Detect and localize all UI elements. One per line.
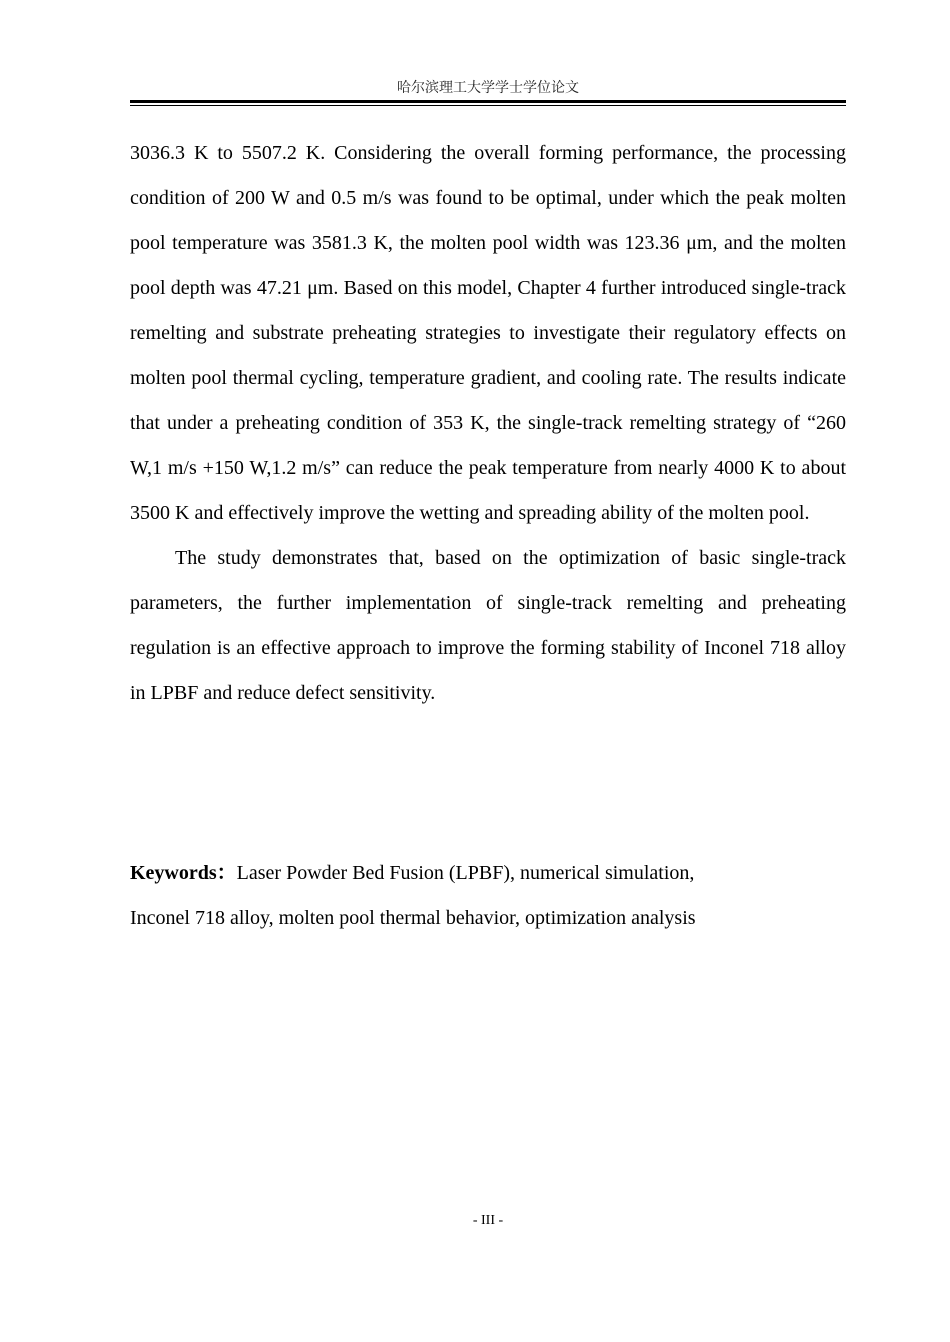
header-rule-thin xyxy=(130,105,846,106)
keywords-line-1 xyxy=(130,851,846,896)
page-number: - III - xyxy=(472,1213,504,1228)
running-header: 哈尔滨理工大学学士学位论文 xyxy=(397,80,579,96)
body-text xyxy=(130,131,846,716)
keywords-block xyxy=(130,851,846,941)
header-rule-thick xyxy=(130,100,846,103)
keywords-label: Keywords： xyxy=(130,862,237,884)
keywords-text-1: Laser Powder Bed Fusion (LPBF), numerical simulation, xyxy=(236,862,695,884)
keywords-line-2: Inconel 718 alloy, molten pool thermal behavior, optimization analysis xyxy=(130,907,696,929)
paragraph-continued: 3036.3 K to 5507.2 K. Considering the overall forming performance, the processing condition of 200 W and 0.5 m/s was found to be optimal, under which the peak molten pool temperature was 3581.3 K, the molten pool width was 123.36 μm, and the molten pool depth was 47.21 μm. Based on this model, Chapter 4 further introduced single-track remelting and substrate preheating strategies to investigate their regulatory effects on molten pool thermal cycling, temperature gradient, and cooling rate. The results indicate that under a preheating condition of 353 K, the single-track remelting strategy of “260 W,1 m/s +150 W,1.2 m/s” can reduce the peak temperature from nearly 4000 K to about 3500 K and effectively improve the wetting and spreading ability of the molten pool. xyxy=(130,142,846,524)
paragraph-conclusion: The study demonstrates that, based on the optimization of basic single-track parameters, the further implementation of single-track remelting and preheating regulation is an effective approach to improve the forming stability of Inconel 718 alloy in LPBF and reduce defect sensitivity. xyxy=(130,547,846,704)
